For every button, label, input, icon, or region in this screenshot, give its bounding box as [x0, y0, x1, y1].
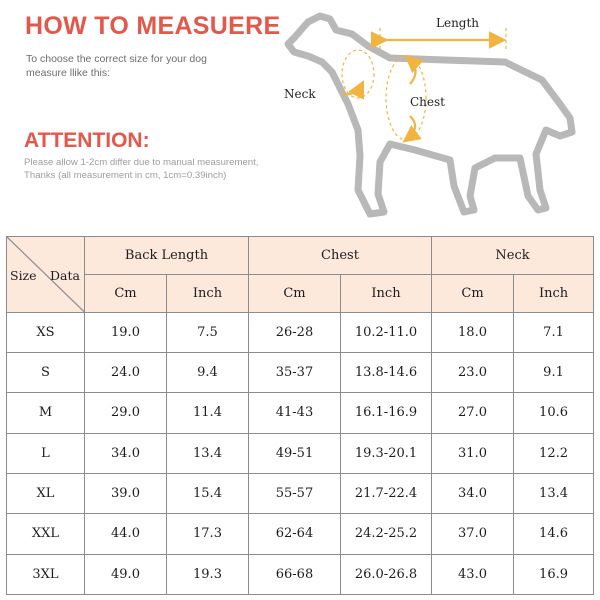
value-cell: 21.7-22.4	[341, 473, 432, 513]
value-cell: 10.2-11.0	[341, 312, 432, 352]
value-cell: 19.3	[167, 554, 249, 594]
value-cell: 7.1	[514, 312, 594, 352]
size-cell: XS	[7, 312, 85, 352]
value-cell: 18.0	[432, 312, 514, 352]
value-cell: 62-64	[249, 514, 341, 554]
table-row	[7, 433, 594, 473]
value-cell: 49-51	[249, 433, 341, 473]
unit-cell: Cm	[432, 275, 514, 312]
value-cell: 37.0	[432, 514, 514, 554]
value-cell: 13.4	[514, 473, 594, 513]
header-back-length: Back Length	[85, 237, 249, 275]
value-cell: 9.4	[167, 352, 249, 392]
header-chest: Chest	[249, 237, 432, 275]
dog-measure-diagram	[270, 0, 600, 236]
table-row	[7, 514, 594, 554]
unit-cell: Inch	[167, 275, 249, 312]
value-cell: 10.6	[514, 393, 594, 433]
corner-data-label: Data	[50, 268, 80, 283]
unit-cell: Inch	[514, 275, 594, 312]
chest-arrow-lower-icon	[406, 116, 415, 140]
size-cell: S	[7, 352, 85, 392]
value-cell: 19.0	[85, 312, 167, 352]
table-corner-cell	[7, 237, 85, 313]
value-cell: 11.4	[167, 393, 249, 433]
length-label: Length	[436, 16, 480, 30]
value-cell: 55-57	[249, 473, 341, 513]
value-cell: 31.0	[432, 433, 514, 473]
value-cell: 43.0	[432, 554, 514, 594]
value-cell: 44.0	[85, 514, 167, 554]
value-cell: 15.4	[167, 473, 249, 513]
value-cell: 23.0	[432, 352, 514, 392]
value-cell: 16.1-16.9	[341, 393, 432, 433]
value-cell: 9.1	[514, 352, 594, 392]
corner-size-label: Size	[10, 268, 37, 283]
value-cell: 49.0	[85, 554, 167, 594]
value-cell: 13.8-14.6	[341, 352, 432, 392]
value-cell: 13.4	[167, 433, 249, 473]
page-title: HOW TO MEASUERE	[25, 12, 281, 40]
table-header-units	[7, 275, 594, 312]
size-cell: L	[7, 433, 85, 473]
value-cell: 16.9	[514, 554, 594, 594]
value-cell: 12.2	[514, 433, 594, 473]
header-neck: Neck	[432, 237, 594, 275]
value-cell: 24.0	[85, 352, 167, 392]
dog-silhouette-icon	[288, 16, 572, 214]
value-cell: 66-68	[249, 554, 341, 594]
unit-cell: Inch	[341, 275, 432, 312]
table-row	[7, 393, 594, 433]
table-row	[7, 312, 594, 352]
size-chart-table	[6, 236, 594, 595]
attention-title: ATTENTION:	[24, 129, 150, 152]
size-cell: XL	[7, 473, 85, 513]
unit-cell: Cm	[249, 275, 341, 312]
value-cell: 26-28	[249, 312, 341, 352]
neck-label: Neck	[284, 87, 316, 101]
value-cell: 35-37	[249, 352, 341, 392]
value-cell: 26.0-26.8	[341, 554, 432, 594]
table-header-groups	[7, 237, 594, 275]
unit-cell: Cm	[85, 275, 167, 312]
value-cell: 41-43	[249, 393, 341, 433]
size-cell: 3XL	[7, 554, 85, 594]
value-cell: 27.0	[432, 393, 514, 433]
value-cell: 19.3-20.1	[341, 433, 432, 473]
size-cell: M	[7, 393, 85, 433]
table-row	[7, 473, 594, 513]
value-cell: 17.3	[167, 514, 249, 554]
value-cell: 34.0	[85, 433, 167, 473]
intro-text: To choose the correct size for your dog measure llike this:	[26, 53, 207, 79]
value-cell: 29.0	[85, 393, 167, 433]
value-cell: 24.2-25.2	[341, 514, 432, 554]
size-cell: XXL	[7, 514, 85, 554]
attention-line-2: Thanks (all measurement in cm, 1cm=0.39inch)	[24, 170, 227, 181]
value-cell: 34.0	[432, 473, 514, 513]
measure-guide	[0, 0, 600, 236]
table-row	[7, 554, 594, 594]
attention-line-1: Please allow 1-2cm differ due to manual measurement,	[24, 157, 259, 168]
chest-label: Chest	[410, 95, 445, 109]
value-cell: 39.0	[85, 473, 167, 513]
value-cell: 7.5	[167, 312, 249, 352]
value-cell: 14.6	[514, 514, 594, 554]
table-row	[7, 352, 594, 392]
